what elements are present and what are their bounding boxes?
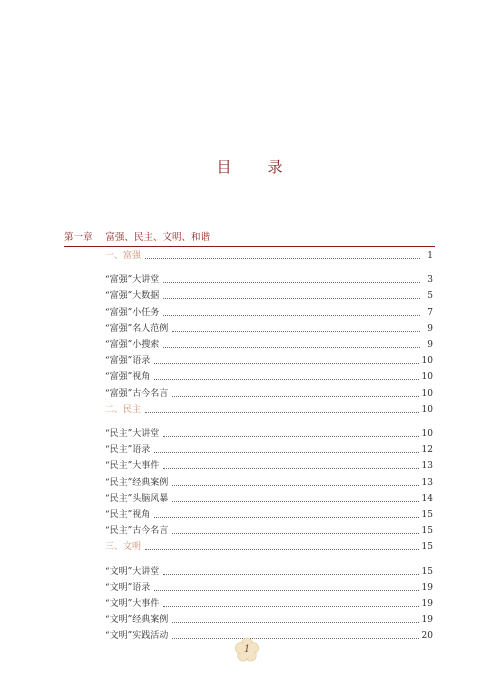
toc-page-number: 15 [421,542,433,553]
dot-leader [163,346,420,348]
toc-entry-row [105,458,433,472]
toc-page-number: 10 [421,429,433,439]
toc-entry-label: “民主”大事件 [105,461,160,472]
toc-entry-row [105,580,433,594]
dot-leader [154,516,418,518]
toc-page-number: 7 [427,307,433,318]
chapter-title: 富强、民主、文明、和谐 [105,232,211,243]
toc-entry-row [105,491,433,505]
page-number: 1 [243,644,251,655]
toc-page-number: 9 [427,323,433,334]
dot-leader [163,435,418,437]
toc-page-number: 19 [421,615,433,626]
dot-leader [172,500,418,502]
chapter-heading [64,229,210,243]
toc-entry-row [105,288,433,302]
dot-leader [163,467,418,469]
toc-page-number: 15 [421,510,433,520]
toc-entry-label: “文明”语录 [105,582,151,593]
toc-entry-label: “富强”大数据 [105,291,160,302]
toc-page-number: 10 [421,356,433,367]
page-number-badge [234,637,260,663]
toc-section-row [105,402,433,416]
toc-entry-label: “民主”大讲堂 [105,429,160,439]
toc-entry-label: “文明”经典案例 [105,615,169,626]
dot-leader [163,605,418,607]
dot-leader [154,378,418,380]
toc-entry-label: “文明”实践活动 [105,631,169,642]
toc-page-number: 12 [421,445,433,456]
dot-leader [172,532,418,534]
chapter-divider [64,246,435,247]
dot-leader [145,411,419,413]
toc-page-number: 13 [421,461,433,472]
toc-entry-row [105,507,433,521]
toc-page-number: 15 [421,566,433,577]
toc-entry-label: “民主”语录 [105,445,151,456]
toc-entry-label: 二、民主 [105,404,142,415]
toc-page-number: 13 [421,477,433,488]
toc-page-number: 14 [421,493,433,504]
toc-entry-label: “富强”视角 [105,372,151,383]
dot-leader [172,621,418,623]
toc-entry-label: “富强”名人范例 [105,323,169,334]
toc-entry-row [105,353,433,367]
toc-section-row [105,539,433,553]
toc-entry-row [105,628,433,642]
dot-leader [172,637,418,639]
toc-entry-row [105,369,433,383]
toc-entry-row [105,475,433,489]
toc-entry-label: 三、文明 [105,542,142,553]
dot-leader [172,484,418,486]
dot-leader [172,330,420,332]
toc-entry-row [105,442,433,456]
toc-entry-label: “富强”语录 [105,356,151,367]
toc-entry-row [105,612,433,626]
toc-entry-label: “文明”大事件 [105,599,160,609]
toc-entry-label: “富强”小任务 [105,307,160,318]
toc-page-number: 3 [427,275,433,286]
toc-page-number: 5 [427,291,433,302]
toc-page-number: 19 [421,599,433,609]
toc-entry-label: “民主”头脑风暴 [105,493,169,504]
dot-leader [154,362,418,364]
toc-page-number: 9 [427,340,433,350]
toc-page-number: 10 [421,372,433,383]
toc-entry-row [105,272,433,286]
dot-leader [145,257,420,259]
toc-entry-row [105,337,433,351]
toc-entry-row [105,305,433,319]
dot-leader [163,314,420,316]
dot-leader [154,589,418,591]
page-title: 目录 [216,158,319,176]
toc-page-number: 1 [427,251,433,261]
toc-entry-label: “富强”大讲堂 [105,275,160,286]
dot-leader [154,451,418,453]
toc-entry-label: “富强”古今名言 [105,388,169,399]
toc-entry-label: “民主”古今名言 [105,526,169,537]
toc-page-number: 10 [421,388,433,399]
toc-entry-label: “民主”经典案例 [105,477,169,488]
toc-entry-label: “文明”大讲堂 [105,566,160,577]
toc-entry-row [105,523,433,537]
dot-leader [145,548,419,550]
toc-entry-row [105,426,433,440]
toc-page-number: 20 [421,631,433,642]
toc-page-number: 10 [421,404,433,415]
toc-page-number: 19 [421,582,433,593]
toc-entry-row [105,321,433,335]
toc-entry-row [105,386,433,400]
dot-leader [172,395,418,397]
toc-entry-row [105,564,433,578]
chapter-number: 第一章 [64,232,93,243]
dot-leader [163,573,418,575]
toc-entry-label: “富强”小搜索 [105,340,160,350]
toc-entry-label: “民主”视角 [105,510,151,520]
toc-entry-label: 一、富强 [105,251,142,261]
toc-entry-row [105,596,433,610]
dot-leader [163,281,420,283]
dot-leader [163,297,420,299]
toc-section-row [105,248,433,262]
toc-page-number: 15 [421,526,433,537]
